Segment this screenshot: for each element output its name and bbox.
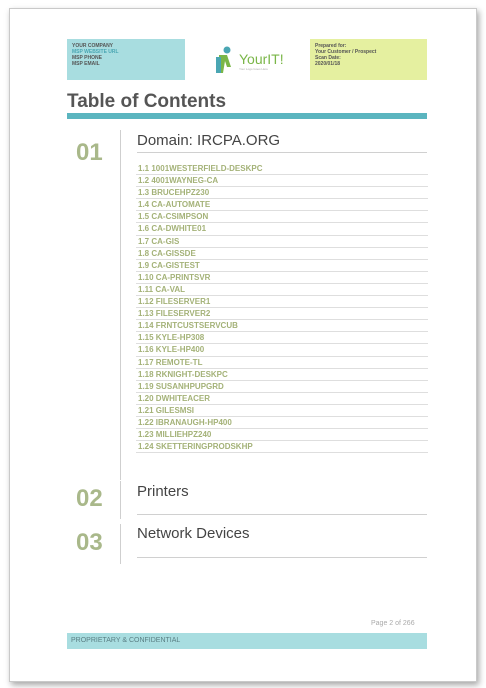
- section-title[interactable]: Domain: IRCPA.ORG: [137, 132, 281, 149]
- toc-item[interactable]: 1.19 SUSANHPUPGRD: [136, 381, 428, 393]
- section-title[interactable]: Printers: [137, 483, 189, 500]
- section-divider: [120, 524, 121, 564]
- prepared-for-box: [310, 39, 427, 80]
- section-number: 02: [76, 485, 103, 512]
- toc-item[interactable]: 1.17 REMOTE-TL: [136, 357, 428, 369]
- toc-item[interactable]: 1.23 MILLIEHPZ240: [136, 429, 428, 441]
- toc-item[interactable]: 1.2 4001WAYNEG-CA: [136, 175, 428, 187]
- toc-item[interactable]: 1.4 CA-AUTOMATE: [136, 199, 428, 211]
- toc-item[interactable]: 1.20 DWHITEACER: [136, 393, 428, 405]
- section-number: 03: [76, 529, 103, 556]
- scan-date-label: Scan Date:: [315, 55, 341, 61]
- person-icon: [213, 45, 237, 75]
- company-name: YOUR COMPANY: [72, 43, 114, 49]
- section-rule: [137, 557, 427, 558]
- toc-item[interactable]: 1.5 CA-CSIMPSON: [136, 211, 428, 223]
- toc-item[interactable]: 1.1 1001WESTERFIELD-DESKPC: [136, 163, 428, 175]
- toc-item[interactable]: 1.3 BRUCEHPZ230: [136, 187, 428, 199]
- company-info-box: [67, 39, 185, 80]
- scan-date: 2020/01/18: [315, 61, 341, 67]
- toc-item[interactable]: 1.11 CA-VAL: [136, 284, 428, 296]
- page-title: Table of Contents: [67, 91, 227, 112]
- toc-item[interactable]: 1.13 FILESERVER2: [136, 308, 428, 320]
- company-phone: MSP PHONE: [72, 55, 102, 61]
- toc-item[interactable]: 1.14 FRNTCUSTSERVCUB: [136, 320, 428, 332]
- toc-item-list: [136, 163, 428, 453]
- section-rule: [137, 514, 427, 515]
- toc-item[interactable]: 1.9 CA-GISTEST: [136, 260, 428, 272]
- toc-item[interactable]: 1.16 KYLE-HP400: [136, 344, 428, 356]
- customer-name: Your Customer / Prospect: [315, 49, 377, 55]
- page-number: Page 2 of 266: [371, 620, 415, 627]
- toc-item[interactable]: 1.10 CA-PRINTSVR: [136, 272, 428, 284]
- section-rule: [137, 152, 427, 153]
- section-divider: [120, 481, 121, 519]
- toc-item[interactable]: 1.6 CA-DWHITE01: [136, 223, 428, 235]
- section-title[interactable]: Network Devices: [137, 525, 250, 542]
- toc-item[interactable]: 1.18 RKNIGHT-DESKPC: [136, 369, 428, 381]
- document-page: [9, 8, 477, 682]
- toc-item[interactable]: 1.8 CA-GISSDE: [136, 248, 428, 260]
- toc-item[interactable]: 1.24 SKETTERINGPRODSKHP: [136, 441, 428, 453]
- company-logo: [213, 43, 283, 77]
- logo-tagline: Your Logo Goes Here: [239, 67, 268, 71]
- toc-item[interactable]: 1.15 KYLE-HP308: [136, 332, 428, 344]
- footer-bar: PROPRIETARY & CONFIDENTIAL: [67, 633, 427, 649]
- title-underline: [67, 113, 427, 119]
- toc-item[interactable]: 1.7 CA-GIS: [136, 236, 428, 248]
- company-email: MSP EMAIL: [72, 61, 100, 67]
- logo-wordmark: YourIT!: [239, 51, 284, 67]
- prepared-for-label: Prepared for:: [315, 43, 347, 49]
- toc-item[interactable]: 1.21 GILESMSI: [136, 405, 428, 417]
- section-divider: [120, 130, 121, 480]
- company-website: MSP WEBSITE URL: [72, 49, 119, 55]
- section-number: 01: [76, 139, 103, 166]
- toc-item[interactable]: 1.12 FILESERVER1: [136, 296, 428, 308]
- toc-item[interactable]: 1.22 IBRANAUGH-HP400: [136, 417, 428, 429]
